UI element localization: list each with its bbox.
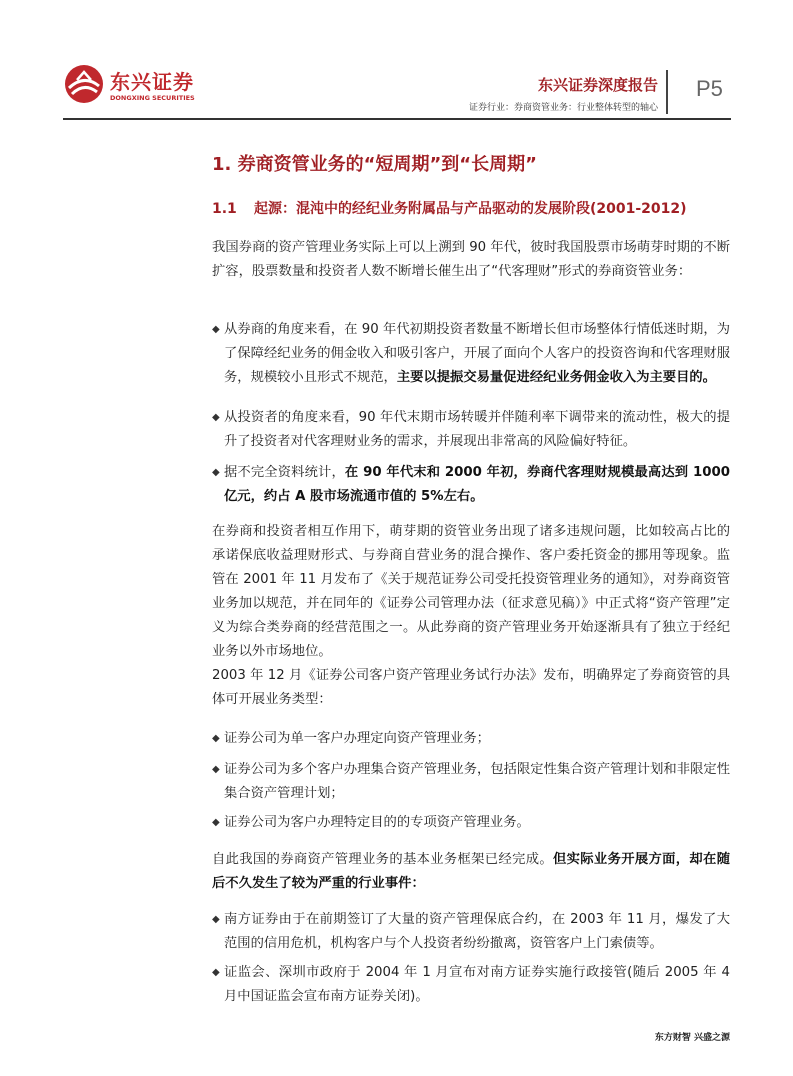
bullet-icon: ◆ <box>212 764 220 775</box>
bullet-bold-text: 在 90 年代末和 2000 年初，券商代客理财规模最高达到 1000 亿元，约占 A 股市场流通市值的 5%左右。 <box>224 465 730 504</box>
header-divider-vertical <box>666 70 668 114</box>
bullet-text: 证监会、深圳市政府于 2004 年 1 月宣布对南方证券实施行政接管(随后 2005 年 4 月中国证监会宣布南方证券关闭)。 <box>224 965 730 1004</box>
bullet-text: 从投资者的角度来看，90 年代末期市场转暖并伴随利率下调带来的流动性，极大的提升了投资者对代客理财业务的需求，并展现出非常高的风险偏好特征。 <box>224 410 730 449</box>
logo-name-en: DONGXING SECURITIES <box>110 94 195 102</box>
paragraph-framework <box>212 848 730 896</box>
bullet-icon: ◆ <box>212 412 220 423</box>
bullet-text: 证券公司为客户办理特定目的的专项资产管理业务。 <box>224 815 530 830</box>
bullet-text: 据不完全资料统计， <box>224 465 345 480</box>
subsection-title: 起源：混沌中的经纪业务附属品与产品驱动的发展阶段(2001-2012) <box>254 201 687 217</box>
subsection-number: 1.1 <box>212 201 237 217</box>
bullet-item <box>212 318 730 390</box>
subsection-heading <box>212 198 687 218</box>
bullet-bold-text: 主要以提振交易量促进经纪业务佣金收入为主要目的。 <box>396 370 716 385</box>
report-title: 东兴证券深度报告 <box>537 76 658 94</box>
footer-slogan: 东方财智 兴盛之源 <box>654 1033 730 1043</box>
bullet-icon: ◆ <box>212 817 220 828</box>
bullet-icon: ◆ <box>212 467 220 478</box>
bullet-icon: ◆ <box>212 914 220 925</box>
bullet-text: 证券公司为单一客户办理定向资产管理业务； <box>224 731 490 746</box>
paragraph-text: 自此我国的券商资产管理业务的基本业务框架已经完成。 <box>212 852 554 867</box>
paragraph-bold-text: 但实际业务开展方面，却在随后不久发生了较为严重的行业事件： <box>212 852 730 891</box>
bullet-icon: ◆ <box>212 733 220 744</box>
bullet-text: 证券公司为多个客户办理集合资产管理业务，包括限定性集合资产管理计划和非限定性集合资产管理计划； <box>224 762 730 801</box>
paragraph-intro: 我国券商的资产管理业务实际上可以上溯到 90 年代，彼时我国股票市场萌芽时期的不断扩容，股票数量和投资者人数不断增长催生出了“代客理财”形式的券商资管业务： <box>212 240 730 279</box>
bullet-item <box>212 908 730 956</box>
header-divider-horizontal <box>63 118 731 120</box>
bullet-icon: ◆ <box>212 967 220 978</box>
logo-emblem-icon <box>63 64 105 104</box>
bullet-text: 南方证券由于在前期签订了大量的资产管理保底合约，在 2003 年 11 月，爆发了大范围的信用危机，机构客户与个人投资者纷纷撤离，资管客户上门索债等。 <box>224 912 730 951</box>
logo-name-cn: 东兴证券 <box>110 70 194 94</box>
company-logo <box>63 64 203 110</box>
bullet-item <box>212 758 730 806</box>
page-number: P5 <box>696 76 723 101</box>
bullet-item <box>212 811 730 835</box>
bullet-icon: ◆ <box>212 324 220 335</box>
bullet-item <box>212 727 730 751</box>
section-heading: 1. 券商资管业务的“短周期”到“长周期” <box>212 154 537 175</box>
bullet-item <box>212 961 730 1009</box>
bullet-text: 从券商的角度来看，在 90 年代初期投资者数量不断增长但市场整体行情低迷时期，为了保障经纪业务的佣金收入和吸引客户，开展了面向个人客户的投资咨询和代客理财服务，规模较小且形式不规范， <box>224 322 730 385</box>
paragraph-2003-rules: 2003 年 12 月《证券公司客户资产管理业务试行办法》发布，明确界定了券商资管的具体可开展业务类型： <box>212 668 730 707</box>
report-subtitle: 证券行业：券商资管业务：行业整体转型的轴心 <box>468 103 658 113</box>
bullet-item <box>212 406 730 454</box>
bullet-item <box>212 461 730 509</box>
paragraph-regulation: 在券商和投资者相互作用下，萌芽期的资管业务出现了诸多违规问题，比如较高占比的承诺保底收益理财形式、与券商自营业务的混合操作、客户委托资金的挪用等现象。监管在 2001 年 11 月发布了《关于规范证券公司受托投资管理业务的通知》，对券商资管业务加以规范，并在同年的《证券公司管理办法（征求意见稿）》中正式将“资产管理”定义为综合类券商的经营范围之一。从此券商的资产管理业务开始逐渐具有了独立于经纪业务以外市场地位。 <box>212 524 730 659</box>
